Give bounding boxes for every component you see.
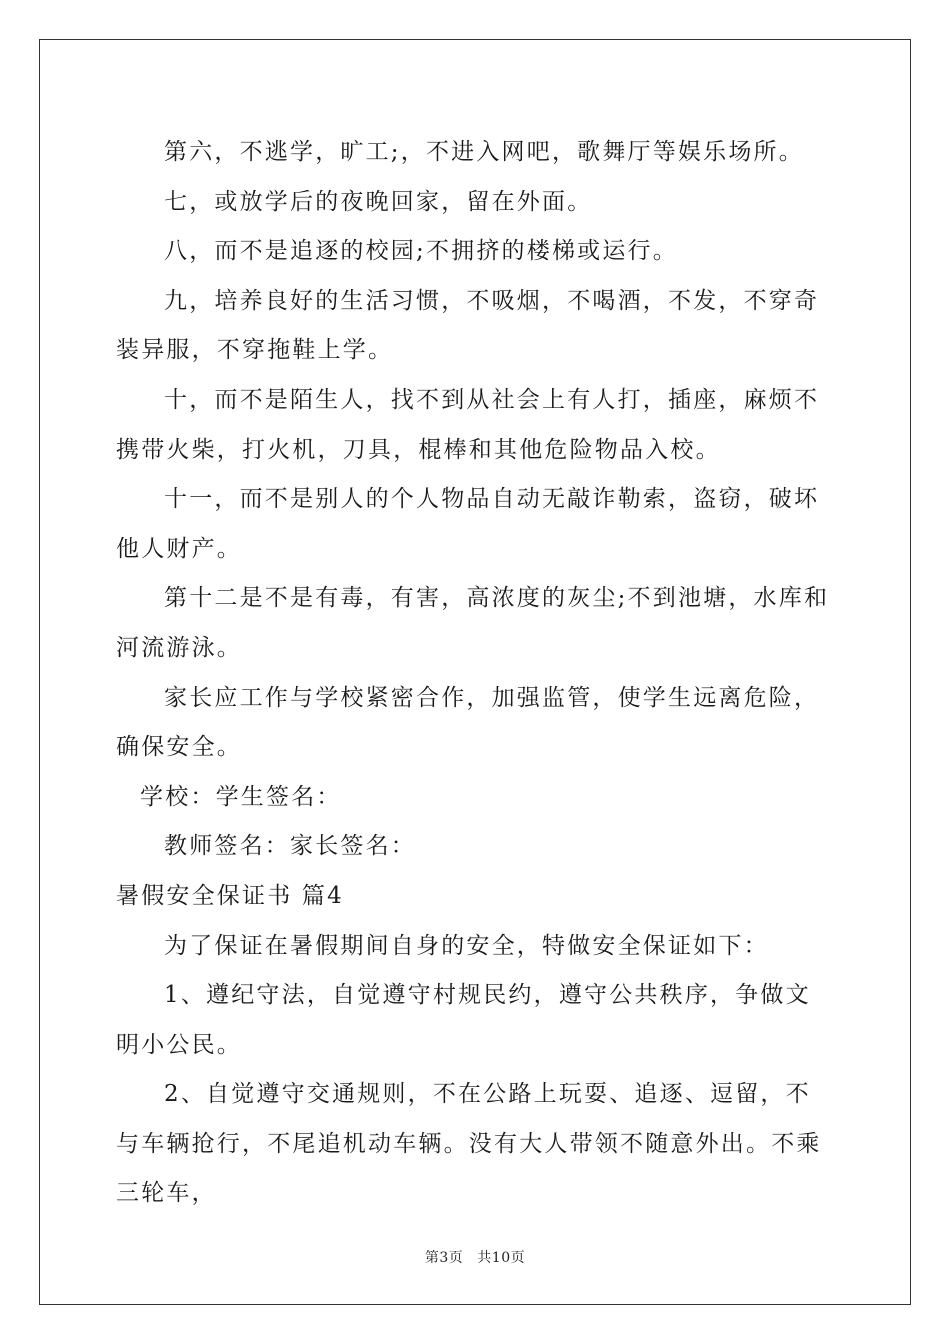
paragraph-item-2: 2、自觉遵守交通规则，不在公路上玩耍、追逐、逗留，不与车辆抢行，不尾追机动车辆。没有大人带领不随意外出。不乘三轮车，: [116, 1081, 822, 1207]
page-total: 共10页: [477, 1250, 526, 1266]
paragraph-intro: 为了保证在暑假期间自身的安全，特做安全保证如下：: [164, 932, 769, 959]
paragraph-rule-6: 第六，不逃学，旷工;，不进入网吧，歌舞厅等娱乐场所。: [164, 139, 804, 165]
paragraph-parents-note: 家长应工作与学校紧密合作，加强监管，使学生远离危险，确保安全。: [116, 684, 820, 761]
paragraph-rule-11: 十一，而不是别人的个人物品自动无敲诈勒索，盗窃，破坏他人财产。: [116, 486, 820, 562]
signature-line-teacher-parent: 教师签名：家长签名：: [164, 833, 416, 860]
paragraph-rule-10: 十，而不是陌生人，找不到从社会上有人打，插座，麻烦不携带火柴，打火机，刀具，棍棒和其他危险物品入校。: [116, 386, 820, 463]
paragraph-rule-9: 九，培养良好的生活习惯，不吸烟，不喝酒，不发，不穿奇装异服，不穿拖鞋上学。: [116, 287, 820, 364]
paragraph-rule-12: 第十二是不是有毒，有害，高浓度的灰尘;不到池塘，水库和河流游泳。: [116, 585, 830, 661]
signature-line-school-student: 学校：学生签名：: [140, 783, 342, 810]
paragraph-item-1: 1、遵纪守法，自觉遵守村规民约，遵守公共秩序，争做文明小公民。: [116, 982, 811, 1058]
document-body: [116, 128, 836, 1219]
paragraph-rule-7: 七，或放学后的夜晚回家，留在外面。: [164, 188, 593, 215]
paragraph-rule-8: 八，而不是追逐的校园;不拥挤的楼梯或运行。: [164, 238, 678, 265]
page-number: 第3页: [424, 1250, 464, 1266]
section-heading: 暑假安全保证书 篇4: [116, 882, 344, 909]
page-footer: [0, 1247, 950, 1267]
